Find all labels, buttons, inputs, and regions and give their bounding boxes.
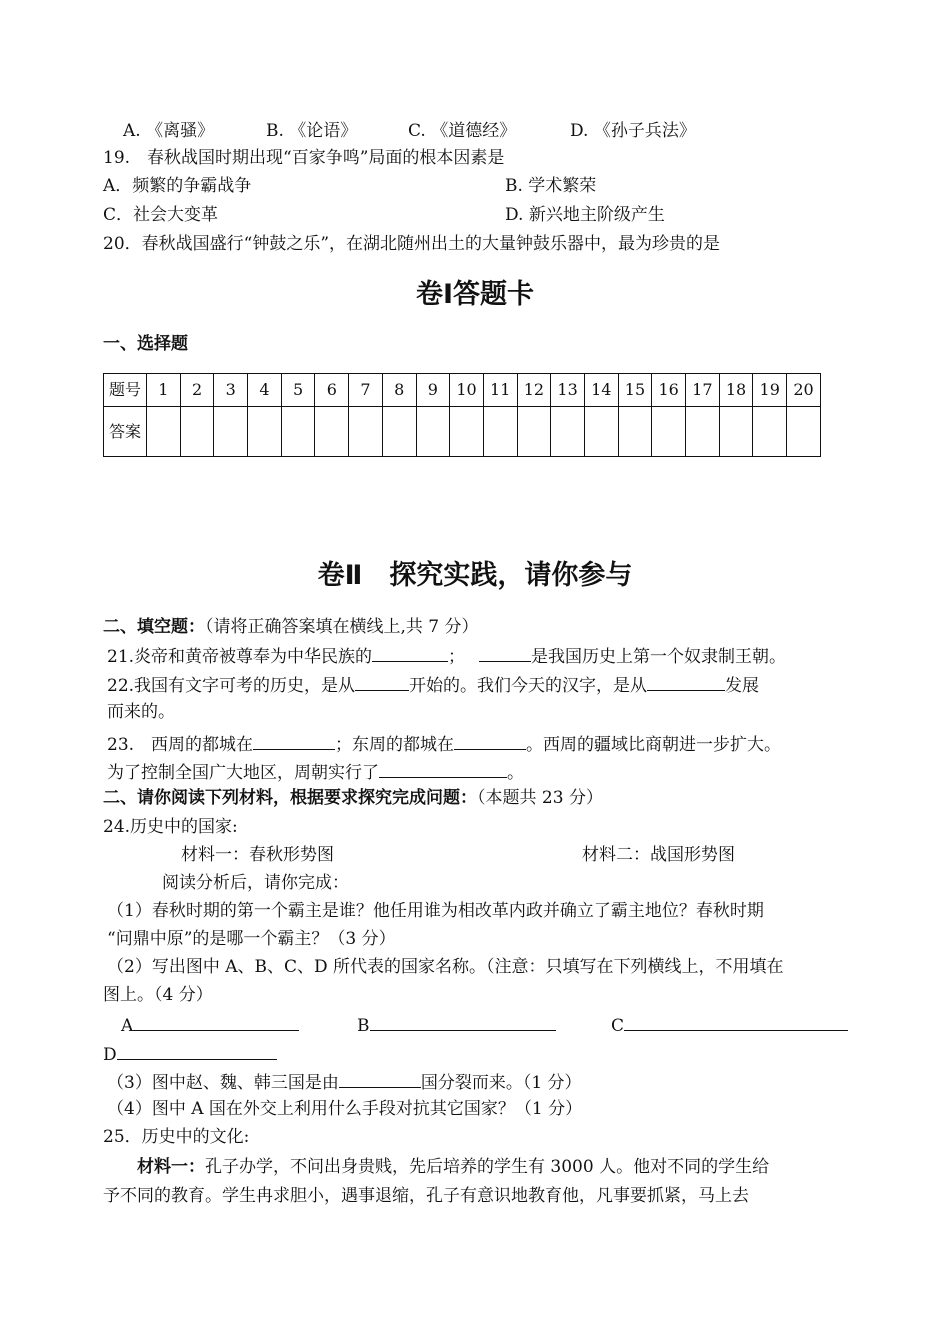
q21-text-2: ； xyxy=(448,647,466,667)
answer-cell[interactable] xyxy=(450,407,484,457)
q21-text-1: 21.炎帝和黄帝被尊奉为中华民族的 xyxy=(107,647,373,667)
q22-cont: 而来的。 xyxy=(107,702,175,722)
number-cell: 1 xyxy=(147,374,181,407)
q22-text-2: 开始的。我们今天的汉字，是从 xyxy=(409,676,648,696)
q23-text-2: ；东周的都城在 xyxy=(335,735,455,755)
answer-card-title: 卷Ⅰ答题卡 xyxy=(415,279,535,310)
q20-stem: 20．春秋战国盛行“钟鼓之乐”，在湖北随州出土的大量钟鼓乐器中，最为珍贵的是 xyxy=(103,234,721,254)
q22-line xyxy=(107,672,759,698)
number-cell: 11 xyxy=(483,374,517,407)
q24-part1-line2: “问鼎中原”的是哪一个霸主？（3 分） xyxy=(107,929,396,949)
answer-cell[interactable] xyxy=(281,407,315,457)
answer-cell[interactable] xyxy=(753,407,787,457)
read-heading: 二、请你阅读下列材料，根据要求探究完成问题： xyxy=(103,788,477,808)
q23-line xyxy=(107,731,781,757)
blank-c[interactable] xyxy=(624,1012,848,1031)
q23-blank-1[interactable] xyxy=(253,731,335,750)
number-row-label: 题号 xyxy=(104,374,147,407)
q24-title: 24.历史中的国家: xyxy=(103,817,238,837)
number-cell: 16 xyxy=(652,374,686,407)
fill-note: （请将正确答案填在横线上,共 7 分） xyxy=(205,617,479,637)
blank-a[interactable] xyxy=(133,1012,299,1031)
answer-cell[interactable] xyxy=(787,407,821,457)
q23-blank-2[interactable] xyxy=(454,731,526,750)
q24-part3 xyxy=(107,1069,582,1095)
paper2-title: 卷Ⅱ 探究实践，请你参与 xyxy=(317,560,633,591)
number-cell: 6 xyxy=(315,374,349,407)
q23-cont xyxy=(107,759,524,785)
q25-material-1-cont: 予不同的教育。学生冉求胆小，遇事退缩，孔子有意识地教育他，凡事要抓紧，马上去 xyxy=(103,1186,749,1206)
blank-b[interactable] xyxy=(370,1012,556,1031)
q21-line xyxy=(107,643,786,669)
answer-cell[interactable] xyxy=(517,407,551,457)
answer-cell[interactable] xyxy=(551,407,585,457)
answer-line-a xyxy=(121,1012,299,1038)
q22-text-3: 发展 xyxy=(725,676,760,696)
q18-option-a: A. 《离骚》 xyxy=(123,121,215,141)
number-cell: 15 xyxy=(618,374,652,407)
q19-stem: 19. 春秋战国时期出现“百家争鸣”局面的根本因素是 xyxy=(103,148,505,168)
label-b: B xyxy=(357,1016,370,1036)
label-c: C xyxy=(611,1016,625,1036)
q22-blank-2[interactable] xyxy=(647,672,725,691)
number-cell: 3 xyxy=(214,374,248,407)
q19-option-b: B. 学术繁荣 xyxy=(505,176,597,196)
answer-line-d xyxy=(103,1041,277,1067)
q25-material-1-label: 材料一： xyxy=(137,1157,205,1177)
number-cell: 13 xyxy=(551,374,585,407)
section-choice-heading: 一、选择题 xyxy=(103,334,188,354)
fill-heading: 二、填空题： xyxy=(103,617,205,637)
answer-table-number-row xyxy=(104,374,821,407)
number-cell: 20 xyxy=(787,374,821,407)
number-cell: 17 xyxy=(686,374,720,407)
answer-cell[interactable] xyxy=(686,407,720,457)
q18-option-c: C. 《道德经》 xyxy=(408,121,517,141)
number-cell: 5 xyxy=(281,374,315,407)
number-cell: 2 xyxy=(180,374,214,407)
answer-cell[interactable] xyxy=(483,407,517,457)
answer-cell[interactable] xyxy=(349,407,383,457)
number-cell: 19 xyxy=(753,374,787,407)
answer-table xyxy=(103,373,821,457)
label-a: A xyxy=(121,1016,134,1036)
answer-cell[interactable] xyxy=(618,407,652,457)
answer-line-b xyxy=(357,1012,556,1038)
answer-cell[interactable] xyxy=(416,407,450,457)
q19-option-a: A．频繁的争霸战争 xyxy=(103,176,252,196)
q19-option-d: D. 新兴地主阶级产生 xyxy=(505,205,665,225)
q24-part3-blank[interactable] xyxy=(339,1069,421,1088)
answer-cell[interactable] xyxy=(214,407,248,457)
read-heading-line xyxy=(103,786,603,810)
answer-line-c xyxy=(611,1012,848,1038)
q23-text-1: 23. 西周的都城在 xyxy=(107,735,254,755)
q21-blank-2[interactable] xyxy=(479,643,531,662)
blank-d[interactable] xyxy=(117,1041,277,1060)
q23-text-4: 为了控制全国广大地区，周朝实行了 xyxy=(107,763,379,783)
number-cell: 14 xyxy=(584,374,618,407)
number-cell: 8 xyxy=(382,374,416,407)
number-cell: 12 xyxy=(517,374,551,407)
read-note: （本题共 23 分） xyxy=(477,788,603,808)
material-2-label: 材料二：战国形势图 xyxy=(582,845,735,865)
answer-cell[interactable] xyxy=(382,407,416,457)
q18-option-d: D. 《孙子兵法》 xyxy=(570,121,696,141)
q24-part3-text-2: 国分裂而来。（1 分） xyxy=(420,1073,582,1093)
number-cell: 4 xyxy=(248,374,282,407)
answer-cell[interactable] xyxy=(719,407,753,457)
number-cell: 10 xyxy=(450,374,484,407)
q21-blank-1[interactable] xyxy=(372,643,448,662)
q25-material-1 xyxy=(137,1155,769,1179)
answer-table-answer-row xyxy=(104,407,821,457)
q21-text-3: 是我国历史上第一个奴隶制王朝。 xyxy=(531,647,787,667)
q24-part4: （4）图中 A 国在外交上利用什么手段对抗其它国家？（1 分） xyxy=(107,1099,583,1119)
q24-instruction: 阅读分析后，请你完成： xyxy=(162,873,349,893)
q24-part2-line2: 图上。（4 分） xyxy=(103,985,213,1005)
answer-cell[interactable] xyxy=(584,407,618,457)
answer-row-label: 答案 xyxy=(104,407,147,457)
q18-option-b: B. 《论语》 xyxy=(266,121,358,141)
material-1-label: 材料一：春秋形势图 xyxy=(181,845,334,865)
answer-cell[interactable] xyxy=(147,407,181,457)
answer-cell[interactable] xyxy=(180,407,214,457)
q24-part2-line1: （2）写出图中 A、B、C、D 所代表的国家名称。（注意：只填写在下列横线上，不用填在 xyxy=(107,957,784,977)
q25-material-1-text: 孔子办学，不问出身贵贱，先后培养的学生有 3000 人。他对不同的学生给 xyxy=(205,1157,770,1177)
q23-blank-3[interactable] xyxy=(379,759,507,778)
q24-part3-text-1: （3）图中赵、魏、韩三国是由 xyxy=(107,1073,339,1093)
q19-option-c: C．社会大变革 xyxy=(103,205,219,225)
label-d: D xyxy=(103,1045,117,1065)
answer-cell[interactable] xyxy=(248,407,282,457)
number-cell: 7 xyxy=(349,374,383,407)
q22-blank-1[interactable] xyxy=(355,672,409,691)
number-cell: 18 xyxy=(719,374,753,407)
number-cell: 9 xyxy=(416,374,450,407)
q23-text-3: 。西周的疆域比商朝进一步扩大。 xyxy=(526,735,782,755)
fill-heading-line xyxy=(103,615,479,639)
answer-cell[interactable] xyxy=(652,407,686,457)
q22-text-1: 22.我国有文字可考的历史，是从 xyxy=(107,676,356,696)
answer-cell[interactable] xyxy=(315,407,349,457)
q23-text-5: 。 xyxy=(507,763,524,783)
q24-part1-line1: （1）春秋时期的第一个霸主是谁？他任用谁为相改革内政并确立了霸主地位？春秋时期 xyxy=(107,901,764,921)
q25-title: 25．历史中的文化: xyxy=(103,1127,250,1147)
